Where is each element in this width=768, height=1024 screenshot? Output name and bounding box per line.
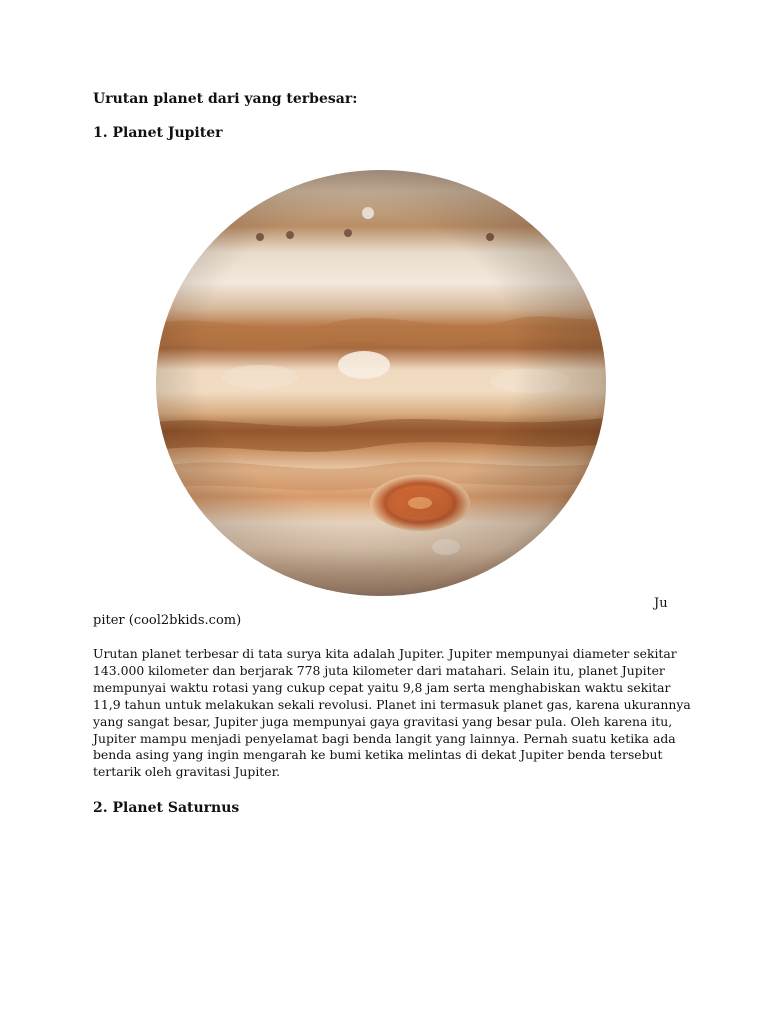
jupiter-image (150, 165, 612, 601)
jupiter-paragraph (93, 646, 693, 781)
image-caption-part2: piter (cool2bkids.com) (93, 613, 242, 628)
paragraph-line: 11,9 tahun untuk melakukan sekali revolusi. Planet ini termasuk planet gas, karena ukurannya (93, 696, 691, 712)
paragraph-line: Urutan planet terbesar di tata surya kita adalah Jupiter. Jupiter mempunyai diameter sekitar (93, 646, 677, 661)
section-title-saturn: 2. Planet Saturnus (93, 800, 240, 816)
paragraph-line: yang sangat besar, Jupiter juga mempunyai gaya gravitasi yang besar pula. Oleh karena itu, (93, 713, 673, 729)
paragraph-line: Jupiter mampu menjadi penyelamat bagi benda langit yang lainnya. Pernah suatu ketika ada (93, 730, 676, 746)
paragraph-line: tertarik oleh gravitasi Jupiter. (93, 764, 281, 780)
paragraph-line: 143.000 kilometer dan berjarak 778 juta kilometer dari matahari. Selain itu, planet Jupiter (93, 662, 665, 678)
paragraph-line: mempunyai waktu rotasi yang cukup cepat yaitu 9,8 jam serta menghabiskan waktu sekitar (93, 679, 671, 695)
main-heading: Urutan planet dari yang terbesar: (93, 91, 358, 107)
section-title-jupiter: 1. Planet Jupiter (93, 125, 223, 141)
paragraph-line: benda asing yang ingin mengarah ke bumi ketika melintas di dekat Jupiter benda tersebut (93, 747, 663, 763)
image-caption-part1: Ju (654, 596, 668, 611)
jupiter-planet-image-icon (150, 165, 612, 601)
